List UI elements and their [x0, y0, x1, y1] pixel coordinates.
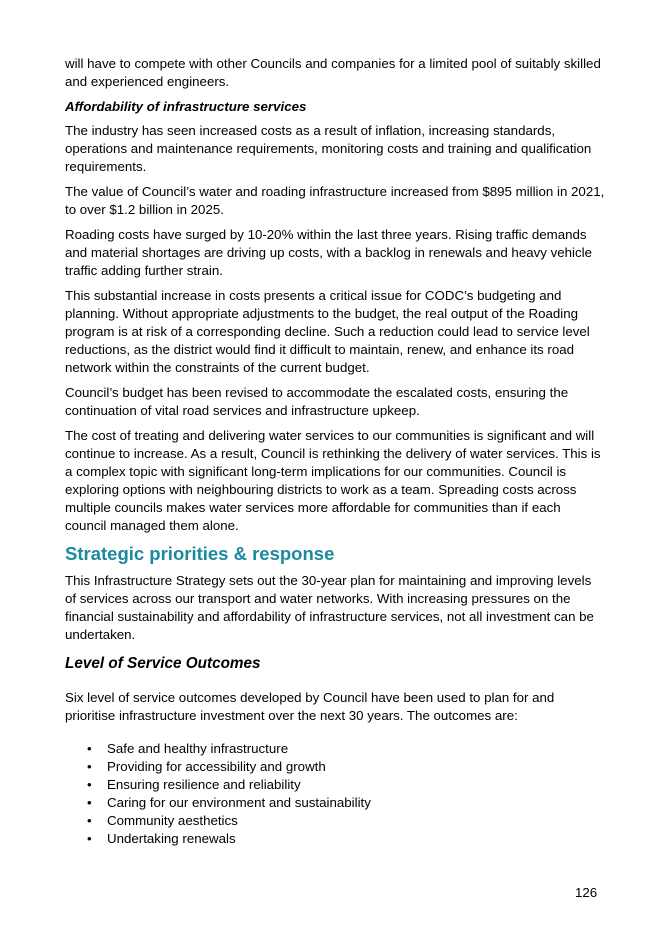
affordability-paragraph-6: The cost of treating and delivering water services to our communities is significant and will continue to increase. As a result, Council is rethinking the delivery of water services. This is a complex topic with significant long-term implications for our communities. Council is exploring options with neighbouring districts to work as a team. Spreading costs across multiple councils makes water services more affordable for communities than if each council managed them alone.	[65, 428, 601, 533]
affordability-paragraph-2: The value of Council’s water and roading infrastructure increased from $895 million in 2021, to over $1.2 billion in 2025.	[65, 184, 605, 217]
level-of-service-paragraph: Six level of service outcomes developed by Council have been used to plan for and prioritise infrastructure investment over the next 30 years. The outcomes are:	[65, 690, 555, 723]
list-item	[65, 794, 605, 812]
affordability-paragraph-1: The industry has seen increased costs as a result of inflation, increasing standards, operations and maintenance requirements, monitoring costs and training and qualification requirements.	[65, 123, 592, 174]
affordability-paragraph-5: Council’s budget has been revised to accommodate the escalated costs, ensuring the continuation of vital road services and infrastructure upkeep.	[65, 385, 569, 418]
list-item-text: Caring for our environment and sustainability	[107, 795, 371, 810]
list-item-text: Providing for accessibility and growth	[107, 759, 326, 774]
list-item-text: Safe and healthy infrastructure	[107, 741, 289, 756]
strategic-paragraph: This Infrastructure Strategy sets out the 30-year plan for maintaining and improving levels of services across our transport and water networks. With increasing pressures on the financial sustainability and affordability of infrastructure services, not all investment can be undertaken.	[65, 573, 594, 642]
bullet-icon: •	[87, 741, 92, 756]
list-item	[65, 776, 605, 794]
outcomes-list	[65, 740, 605, 848]
bullet-icon: •	[87, 777, 92, 792]
bullet-icon: •	[87, 795, 92, 810]
affordability-heading: Affordability of infrastructure services	[65, 99, 307, 114]
level-of-service-heading: Level of Service Outcomes	[65, 655, 261, 672]
bullet-icon: •	[87, 831, 92, 846]
list-item-text: Undertaking renewals	[107, 831, 236, 846]
list-item	[65, 740, 605, 758]
strategic-priorities-heading: Strategic priorities & response	[65, 543, 335, 564]
page-content	[65, 55, 605, 848]
intro-paragraph: will have to compete with other Councils and companies for a limited pool of suitably skilled and experienced engineers.	[65, 56, 601, 89]
list-item-text: Community aesthetics	[107, 813, 238, 828]
list-item	[65, 830, 605, 848]
page-number: 126	[575, 885, 598, 900]
list-item	[65, 812, 605, 830]
list-item-text: Ensuring resilience and reliability	[107, 777, 301, 792]
affordability-paragraph-3: Roading costs have surged by 10-20% within the last three years. Rising traffic demands and material shortages are driving up costs, with a backlog in renewals and heavy vehicle traffic adding further strain.	[65, 227, 592, 278]
list-item	[65, 758, 605, 776]
bullet-icon: •	[87, 813, 92, 828]
affordability-paragraph-4: This substantial increase in costs presents a critical issue for CODC’s budgeting and planning. Without appropriate adjustments to the budget, the real output of the Roading program is at risk of a corresponding decline. Such a reduction could lead to service level reductions, as the district would find it difficult to maintain, renew, and enhance its road network within the constraints of the current budget.	[65, 288, 590, 375]
bullet-icon: •	[87, 759, 92, 774]
